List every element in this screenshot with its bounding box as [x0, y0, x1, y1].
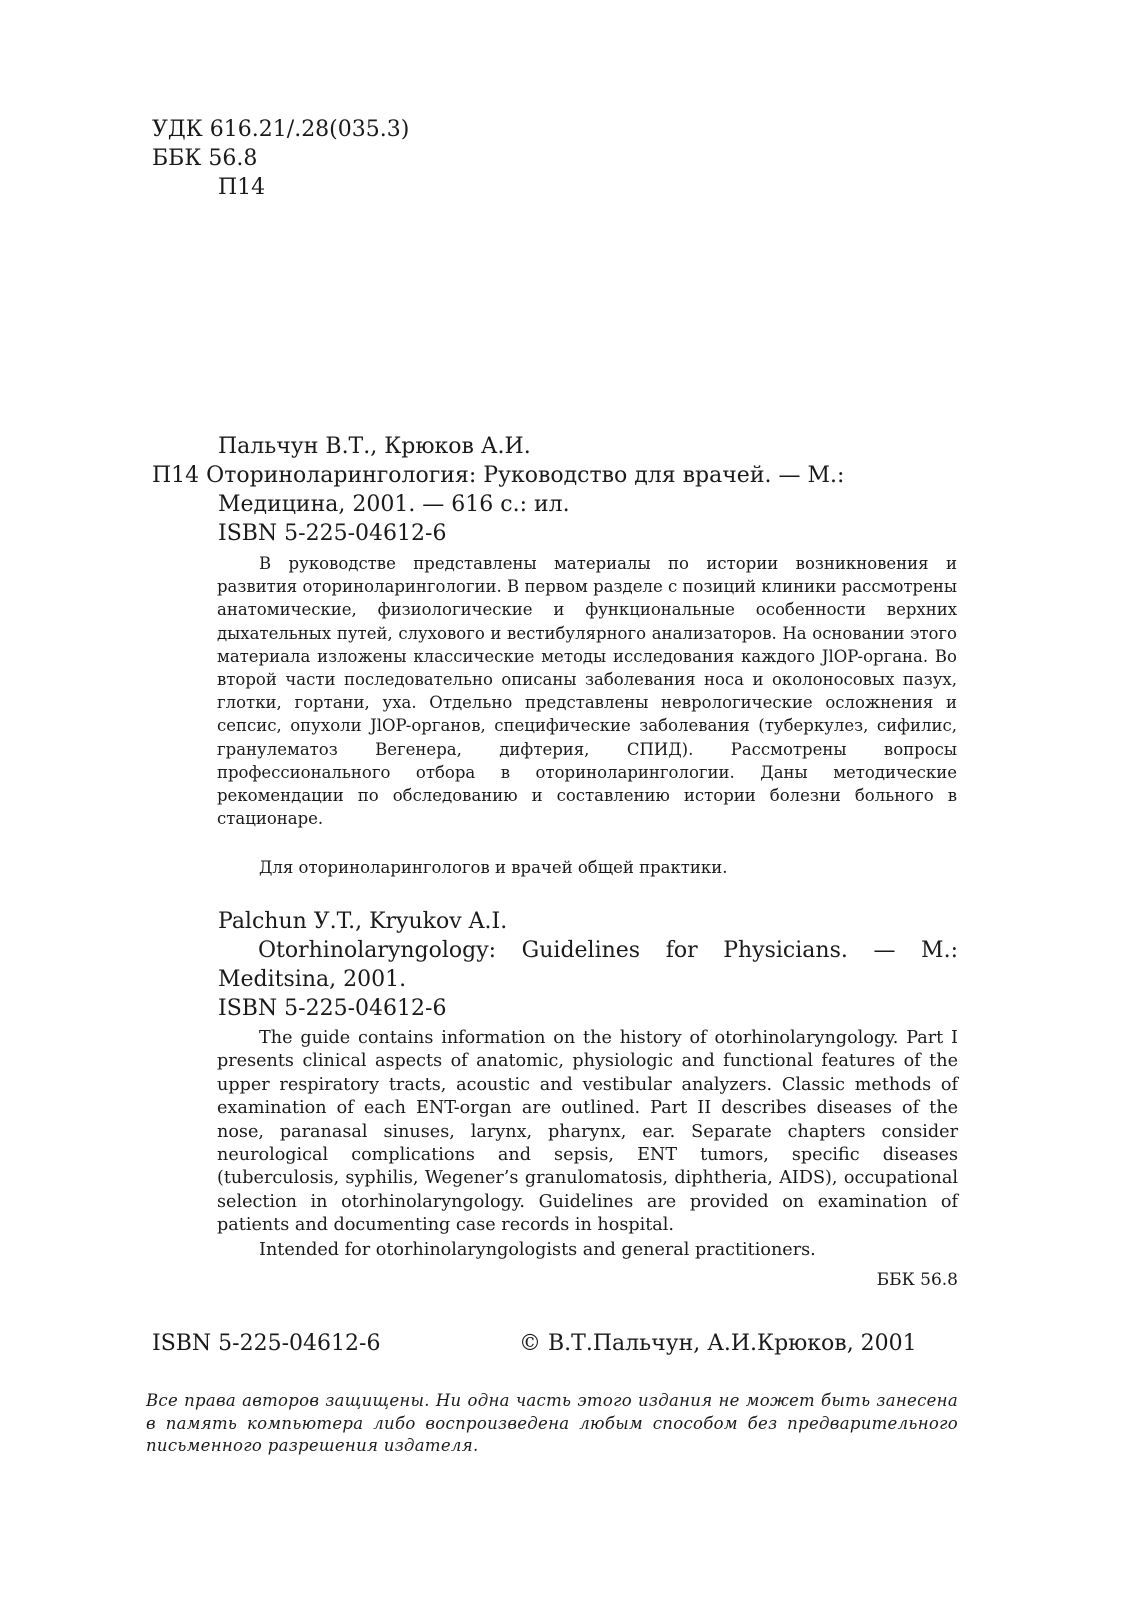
copyright-notice: © В.Т.Пальчун, А.И.Крюков, 2001 — [519, 1331, 917, 1356]
en-isbn: ISBN 5-225-04612-6 — [218, 996, 447, 1021]
ru-audience — [217, 856, 957, 879]
en-authors: Palchun У.T., Kryukov A.I. — [218, 909, 508, 934]
ru-publisher: Медицина, 2001. — 616 с.: ил. — [218, 492, 570, 517]
rights-notice: Все права авторов защищены. Ни одна часть этого издания не может быть занесена в память компьютера либо воспроизведена любым способом без предварительного письменного разрешения издателя. — [146, 1391, 958, 1455]
ru-isbn: ISBN 5-225-04612-6 — [218, 521, 447, 546]
en-abstract — [217, 1027, 958, 1238]
author-mark: П14 — [218, 175, 266, 200]
en-audience-text: Intended for otorhinolaryngologists and general practitioners. — [259, 1240, 816, 1260]
en-abstract-text: The guide contains information on the history of otorhinolaryngology. Part I presents clinical aspects of anatomic, physiologic and functional features of the upper respiratory tracts, acoustic and vestibular analyzers. Classic methods of examination of each ENT-organ are outlined. Part II describes diseases of the nose, paranasal sinuses, larynx, pharynx, ear. Separate chapters consider neurological complications and sepsis, ENT tumors, specific diseases (tuberculosis, syphilis, Wegener’s granulomatosis, diphtheria, AIDS), occupational selection in otorhinolaryngology. Guidelines are provided on examination of patients and documenting case records in hospital. — [217, 1028, 958, 1236]
ru-title: П14 Оториноларингология: Руководство для врачей. — М.: — [152, 463, 845, 488]
ru-authors: Пальчун В.Т., Крюков А.И. — [218, 434, 531, 459]
ru-abstract-text: В руководстве представлены материалы по истории возникновения и развития оториноларингологии. В первом разделе с позиций клиники рассмотрены анатомические, физиологические и функциональные особенности верхних дыхательных путей, слухового и вестибулярного анализаторов. На основании этого материала изложены классические методы исследования каждого JlOP-органа. Во второй части последовательно описаны заболевания носа и околоносовых пазух, глотки, гортани, уха. Отдельно представлены неврологические осложнения и сепсис, опухоли JlOP-органов, специфические заболевания (туберкулез, сифилис, гранулематоз Вегенера, дифтерия, СПИД). Рассмотрены вопросы профессионального отбора в оториноларингологии. Даны методические рекомендации по обследованию и составлению истории болезни больного в стационаре. — [217, 554, 957, 829]
ru-abstract — [217, 552, 957, 830]
udk-code: УДК 616.21/.28(035.3) — [152, 117, 410, 142]
en-title: Otorhinolaryngology: Guidelines for Physicians. — M.: Meditsina, 2001. — [218, 938, 958, 992]
bbk-code: ББК 56.8 — [152, 146, 258, 171]
en-audience — [217, 1239, 958, 1262]
bbk-code-right: ББК 56.8 — [876, 1270, 958, 1290]
footer-isbn: ISBN 5-225-04612-6 — [152, 1331, 381, 1356]
ru-audience-text: Для оториноларингологов и врачей общей практики. — [259, 858, 728, 877]
